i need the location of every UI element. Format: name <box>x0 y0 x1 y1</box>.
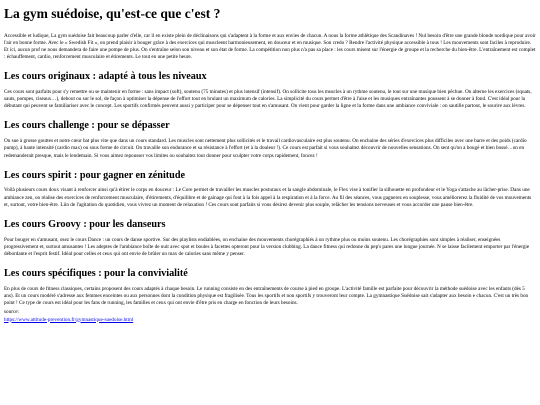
source-link[interactable]: https://www.attitude-prevention.fr/gymnastique-suedoise.html <box>4 316 134 323</box>
source-label: source: <box>4 309 19 316</box>
section-heading: Les cours spécifiques : pour la convivialité <box>4 268 188 280</box>
section-paragraph: En plus de cours de fitness classiques, certains proposent des cours adaptés à chaque besoin. Le running consiste en des entraînements de course à pied en groupe. L'activité famille est parfaite pour découvrir la méthode suédoise avec les enfants (dès 5 ans). Et un cours modéré s'adresse aux femmes enceintes ou aux personnes dont la condition physique est fragilisée. Tous les sportifs et non sportifs y trouveront leur compte. La gymnastique Suédoise sait s'adapter aux besoin e chacun. C'est un très bon point ! Ce type de cours est idéal pour les fans de running, les familles et ceux qui ont envie d'être pris en charge en fonction de leurs besoins. <box>4 285 529 307</box>
page-title: La gym suédoise, qu'est-ce que c'est ? <box>4 6 221 21</box>
section-specifiques <box>4 268 536 307</box>
section-heading: Les cours Groovy : pour les danseurs <box>4 218 166 230</box>
section-originaux <box>4 71 536 110</box>
source-block <box>4 309 536 323</box>
intro-paragraph: Accessible et ludique, La gym suédoise fait beaucoup parler d'elle, car il en existe plein de déclinaisons qui s'adaptent à la forme et aux envies de chacun. A nous la forme athlétique des Scandinaves ! Nul besoin d'être une grande blonde nordique pour avoir l'air en bonne forme. Avec le « Swedish Fit », on prend plaisir à bouger grâce à des exercices qui muscleent harmonieusement, en douceur et en musique. Son credo ? Rendre l'activité physique accessible à tous ! Les mouvements sont faciles à reproduire. Et ici, aucun prof ne nous demandera de faire une pompe de plus. On s'entraîne selon son niveau et son état de forme. La compétition non plus n'a pas sa place : les cours misent sur l'énergie de groupe et la recherche du bien-être. L'entraînement est complet : échauffement, cardio, renforcement musculaire et étirements. Le tout en une petite heure. <box>4 32 536 61</box>
section-paragraph: Ces cours sont parfaits pour s'y remettre ou se maintenir en forme : sans impact (soft), soutenu (75 minutes) et plus intensif (intensif). On sollicite tous les muscles à un rythme soutenu, le tout sur une musique bien pêchue. On alterne les exercices (squats, sauts, pompes, ciseaux…), debout ou sur le sol, de façon à optimiser la dépense de l'effort tout en brulant un maximum de calories. La simplicité du cours permet d'être à l'aise et les musiques entraînantes poussent à se donner à fond. C'est idéal pour la débutant qui peuvent se familiariser avec le concept. Les sportifs confirmés peuvent aussi y participer pour se dépenser tout en s'amusant. On vient pour garder la ligne et la forme dans une ambiance conviviale : on sautille partout, le sourire aux lèvres. <box>4 88 532 110</box>
section-paragraph: On sue à grosse gouttes et notre cœur bat plus vite que dans un cours standard. Les muscles sont nettement plus sollicités et le travail cardiovasculaire est plus soutenu. On enchaine des séries d'exercices plus difficiles avec une barre et des poids (cardio pump), à haute intensité (cardio max) ou sous forme de circuit. On travaille son endurance et sa résistance à l'effort (et à la douleur !). Ce cours est parfait si vous souhaitez découvrir de nouvelles sensations. On sent qu'on a bougé et bien bossé…on en redemanderait presque, mais le lendemain. Si vous aimez repousser vos limites ou souhaitez tout donner pour sculpter votre corps rapidement, foncez ! <box>4 138 527 159</box>
section-heading: Les cours challenge : pour se dépasser <box>4 120 170 132</box>
section-challenge <box>4 120 536 159</box>
section-paragraph: Voilà plusieurs cours doux visant à renforcer ainsi qu'à étirer le corps en douceur : Le Core permet de travailler les muscles posturaux et la sangle abdominale, le Flex vise à tonifier la silhouette en profondeur et le Yoga s'attache au lâcher-prise. Dans une ambiance zen, on réalise des exercices de renforcement musculaire, d'étirements, d'équilibre et de gainage qui font à la fois appel à la respiration et à la force. Au fil des séances, vous gagnerez en souplesse, vous améliorerez la fluidité de vos mouvements et, surtout, votre bien-être. Liin de l'agitation du quotidien, vous vivrez un moment de relaxation ! Ces cours sont parfaits si vous désirez devenir plus souple, relâcher les tensions nerveuses et vous accorder une pause bien-être. <box>4 187 532 208</box>
section-groovy <box>4 219 536 258</box>
section-paragraph: Pour bouger en s'amusant, osez le cours Dance : un cours de danse sportive. Sur des playlists endiablées, on enchaine des mouvements chorégraphiés à un rythme plus ou moins soutenu. Les chorégraphies sont simples à réaliser, enseignées progressivement et, surtout amusantes ! Les adeptes de l'ambiance boîte de nuit avec spot et boules à facettes opteront pour la version clubbing. La dance fitness qui redonne du pep's pares une longue journée. N se laisse facilement emporter par l'énergie débordante et l'esprit festif. Idéal pour celles et ceux qui ont envie de brûler un max de calories sans même y penser. <box>4 236 530 257</box>
section-heading: Les cours originaux : adapté à tous les niveaux <box>4 71 207 83</box>
section-spirit <box>4 170 536 209</box>
section-heading: Les cours spirit : pour gagner en zénitude <box>4 169 186 181</box>
